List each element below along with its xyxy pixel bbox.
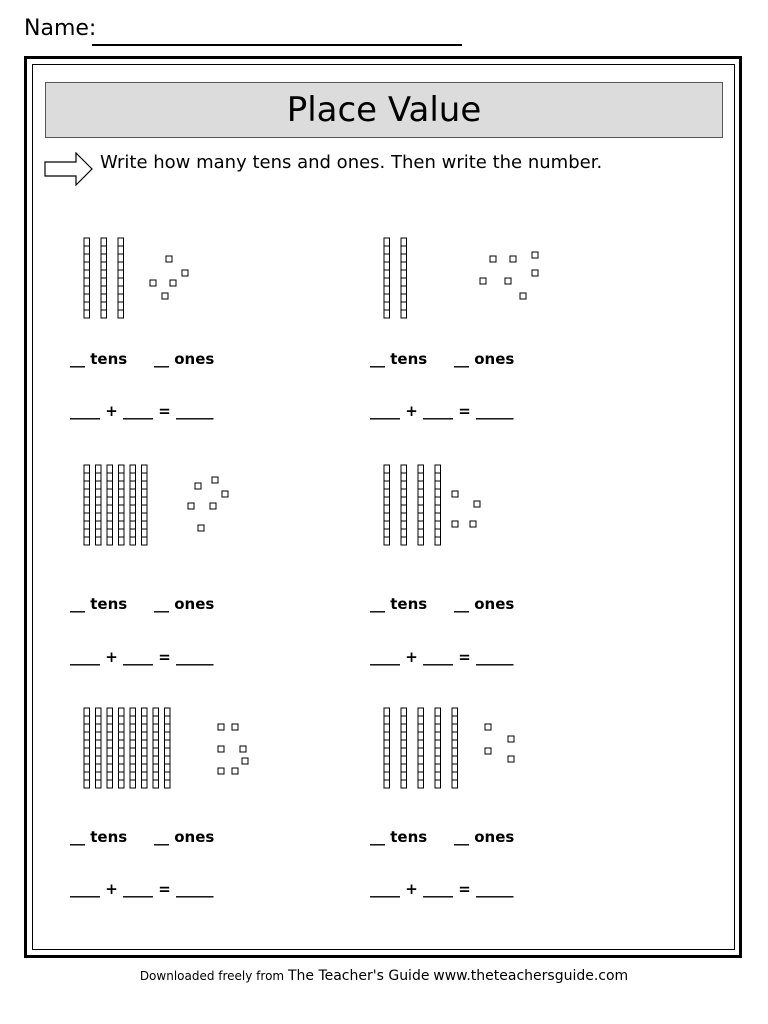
page-title — [45, 82, 723, 138]
tens-answer-label[interactable]: __ tens — [370, 350, 428, 368]
ones-answer-label[interactable]: __ ones — [154, 595, 215, 613]
equation-blank[interactable]: ____ + ____ = _____ — [370, 402, 514, 420]
title-text: Place Value — [286, 90, 482, 130]
name-label: Name: — [24, 16, 97, 41]
tens-answer-label[interactable]: __ tens — [70, 828, 128, 846]
worksheet-frame-inner — [32, 64, 735, 950]
footer — [0, 968, 768, 984]
ones-answer-label[interactable]: __ ones — [454, 595, 515, 613]
tens-answer-label[interactable]: __ tens — [70, 595, 128, 613]
ones-answer-label[interactable]: __ ones — [454, 828, 515, 846]
ones-answer-label[interactable]: __ ones — [154, 350, 215, 368]
right-arrow-icon — [44, 152, 94, 186]
equation-blank[interactable]: ____ + ____ = _____ — [370, 880, 514, 898]
footer-url: www.theteachersguide.com — [433, 968, 629, 984]
instruction-text: Write how many tens and ones. Then write the number. — [100, 152, 603, 173]
equation-blank[interactable]: ____ + ____ = _____ — [70, 880, 214, 898]
name-line[interactable] — [92, 44, 462, 46]
footer-site-name: The Teacher's Guide — [287, 968, 430, 984]
tens-answer-label[interactable]: __ tens — [370, 828, 428, 846]
equation-blank[interactable]: ____ + ____ = _____ — [70, 648, 214, 666]
tens-answer-label[interactable]: __ tens — [370, 595, 428, 613]
ones-answer-label[interactable]: __ ones — [154, 828, 215, 846]
ones-answer-label[interactable]: __ ones — [454, 350, 515, 368]
equation-blank[interactable]: ____ + ____ = _____ — [70, 402, 214, 420]
equation-blank[interactable]: ____ + ____ = _____ — [370, 648, 514, 666]
tens-answer-label[interactable]: __ tens — [70, 350, 128, 368]
footer-prefix: Downloaded freely from — [139, 969, 285, 983]
